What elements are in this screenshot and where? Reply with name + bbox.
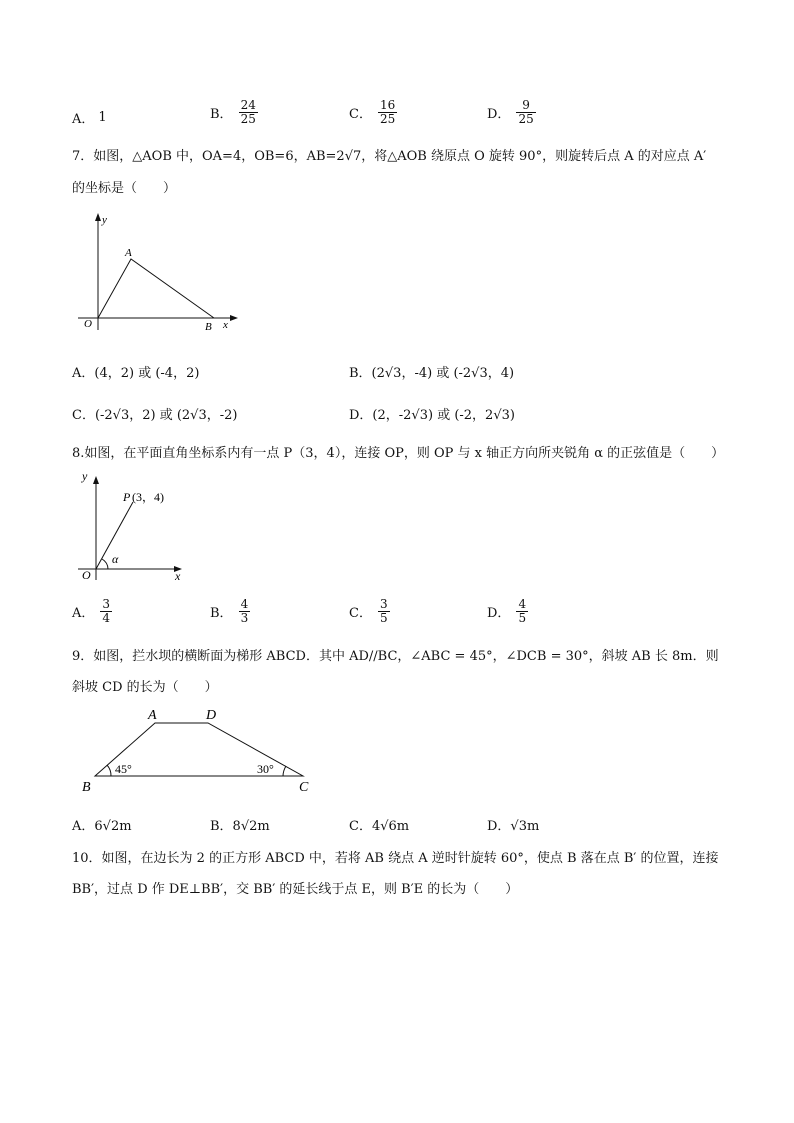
q8-option-b-fraction <box>239 598 251 624</box>
q8-option-d-numerator: 4 <box>518 597 527 611</box>
q7-label-b: B <box>205 321 212 333</box>
q8-label-x: x <box>175 569 181 583</box>
q8-option-d <box>487 598 528 624</box>
q8-option-a-label: A． <box>72 605 95 621</box>
q8-option-a-fraction <box>100 598 112 624</box>
q6-option-b-label: B． <box>210 106 233 122</box>
q9-figure <box>78 703 318 798</box>
q6-option-d-numerator: 9 <box>522 98 530 112</box>
q6-option-c-denominator: 25 <box>379 111 396 126</box>
q7-option-c: C．(-2√3，2) 或 (2√3，-2) <box>72 408 238 423</box>
q9-label-d: D <box>206 708 217 723</box>
q8-label-y: y <box>82 469 88 483</box>
q8-option-b-denominator: 3 <box>240 610 249 625</box>
q6-option-a <box>72 108 107 127</box>
q8-label-alpha: α <box>112 552 119 566</box>
q7-option-b: B．(2√3，-4) 或 (-2√3，4) <box>349 366 515 381</box>
q7-y-arrow <box>95 213 101 221</box>
q8-option-a-denominator: 4 <box>102 610 111 625</box>
q6-option-c-label: C． <box>349 106 372 122</box>
q7-label-y: y <box>102 214 107 226</box>
q7-triangle-aob <box>98 259 214 318</box>
q6-option-c-fraction <box>378 99 397 125</box>
q6-option-b-numerator: 24 <box>240 98 256 112</box>
q9-option-a: A．6√2m <box>72 819 132 834</box>
q6-option-a-value: 1 <box>98 110 107 125</box>
q8-label-o: O <box>82 568 91 582</box>
q8-option-c-label: C． <box>349 605 372 621</box>
q8-option-d-denominator: 5 <box>518 610 527 625</box>
q7-figure <box>74 210 244 335</box>
q9-angle-c-arc <box>283 766 286 776</box>
q8-option-b <box>210 598 250 624</box>
q7-stem-line2: 的坐标是（ ） <box>72 181 177 196</box>
q7-option-a: A．(4，2) 或 (-4，2) <box>72 366 200 381</box>
q6-option-d-denominator: 25 <box>518 111 534 126</box>
q8-option-b-numerator: 4 <box>240 597 249 611</box>
q6-option-b-fraction <box>239 99 258 125</box>
q9-label-b: B <box>82 780 91 795</box>
q7-option-d: D．(2，-2√3) 或 (-2，2√3) <box>349 408 515 423</box>
q8-option-d-fraction <box>516 598 528 624</box>
q7-label-a: A <box>125 247 132 259</box>
q8-figure <box>72 468 192 586</box>
q7-stem-line1: 7．如图，△AOB 中，OA=4，OB=6，AB=2√7，将△AOB 绕原点 O 旋转 90°，则旋转后点 A 的对应点 A′ <box>72 149 707 164</box>
q6-option-c <box>349 99 397 125</box>
q8-option-a <box>72 598 112 624</box>
q8-option-c-numerator: 3 <box>379 597 388 611</box>
q9-stem-line2: 斜坡 CD 的长为（ ） <box>72 680 218 695</box>
q8-y-arrow <box>93 476 99 484</box>
q8-option-c-fraction <box>378 598 390 624</box>
q7-label-o: O <box>84 318 92 330</box>
q6-option-d <box>487 99 536 125</box>
q6-option-a-label: A． <box>72 112 95 127</box>
q10-stem-line2: BB′，过点 D 作 DE⊥BB′，交 BB′ 的延长线于点 E，则 B′E 的长为（ ） <box>72 882 519 897</box>
q7-label-x: x <box>223 319 228 331</box>
q9-label-c: C <box>299 780 309 795</box>
q8-option-d-label: D． <box>487 605 511 621</box>
q6-option-b <box>210 99 258 125</box>
q8-label-coord: (3，4) <box>132 490 164 504</box>
q9-label-angle-b: 45° <box>115 762 132 776</box>
q8-angle-arc <box>102 559 108 569</box>
q7-x-arrow <box>230 315 238 321</box>
q9-option-c: C．4√6m <box>349 819 410 834</box>
q6-option-c-numerator: 16 <box>379 98 396 112</box>
q9-label-a: A <box>148 708 157 723</box>
q9-label-angle-c: 30° <box>257 762 274 776</box>
q8-option-c-denominator: 5 <box>379 610 388 625</box>
q10-stem-line1: 10．如图，在边长为 2 的正方形 ABCD 中，若将 AB 绕点 A 逆时针旋转 60°，使点 B 落在点 B′ 的位置，连接 <box>72 851 719 866</box>
q9-option-b: B．8√2m <box>210 819 270 834</box>
q6-option-d-label: D． <box>487 106 511 122</box>
q8-option-a-numerator: 3 <box>102 597 111 611</box>
q9-option-d: D．√3m <box>487 819 540 834</box>
q6-option-d-fraction <box>516 99 535 125</box>
q8-option-b-label: B． <box>210 605 233 621</box>
q6-option-b-denominator: 25 <box>240 111 256 126</box>
q9-stem-line1: 9．如图，拦水坝的横断面为梯形 ABCD．其中 AD//BC，∠ABC = 45°，∠DCB = 30°，斜坡 AB 长 8m．则 <box>72 649 719 664</box>
q8-option-c <box>349 598 390 624</box>
q8-label-p: P <box>123 490 131 504</box>
q8-stem-line1: 8.如图，在平面直角坐标系内有一点 P（3，4），连接 OP，则 OP 与 x 轴正方向所夹锐角 α 的正弦值是（ ） <box>72 446 725 461</box>
q9-angle-b-arc <box>107 765 111 776</box>
